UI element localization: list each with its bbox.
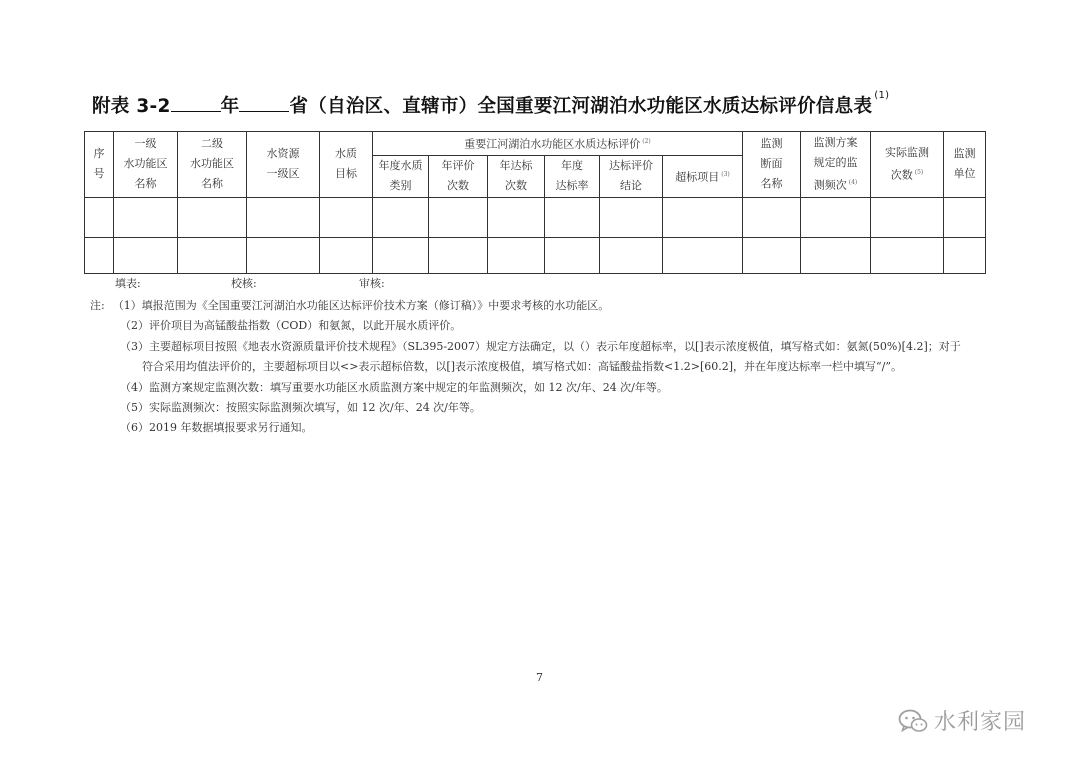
- table-cell[interactable]: [85, 197, 114, 237]
- note-4: （4）监测方案规定监测次数：填写重要水功能区水质监测方案中规定的年监测频次，如 12 次/年、24 次/年等。: [120, 380, 668, 394]
- table-cell[interactable]: [85, 237, 114, 273]
- table-row: [85, 197, 986, 237]
- table-cell[interactable]: [545, 237, 600, 273]
- signature-check-label: 校核:: [231, 277, 257, 290]
- header-level2-zone: 二级 水功能区 名称: [178, 132, 247, 198]
- evaluation-table: [84, 131, 986, 274]
- table-cell[interactable]: [373, 237, 429, 273]
- table-cell[interactable]: [871, 197, 944, 237]
- title-year-label: 年: [220, 96, 240, 117]
- note-3: （3）主要超标项目按照《地表水资源质量评价技术规程》（SL395-2007）规定方法确定，以（）表示年度超标率，以[]表示浓度极值，填写格式如：氨氮(50%)[4.2]；对于: [120, 339, 961, 353]
- note-6: （6）2019 年数据填报要求另行通知。: [120, 421, 313, 435]
- table-cell[interactable]: [743, 197, 801, 237]
- table-cell[interactable]: [247, 197, 320, 237]
- table-cell[interactable]: [373, 197, 429, 237]
- table-cell[interactable]: [488, 197, 545, 237]
- watermark: [898, 705, 1026, 736]
- notes-section: [90, 296, 990, 439]
- note-5: （5）实际监测频次：按照实际监测频次填写，如 12 次/年、24 次/年等。: [120, 401, 481, 415]
- header-conclusion: 达标评价 结论: [600, 155, 663, 197]
- signature-review-label: 审核:: [359, 277, 385, 290]
- note-2: （2）评价项目为高锰酸盐指数（COD）和氨氮，以此开展水质评价。: [120, 319, 462, 333]
- table-cell[interactable]: [178, 237, 247, 273]
- header-exceed-items: 超标项目 $^{(3)}$: [663, 155, 743, 197]
- table-cell[interactable]: [743, 237, 801, 273]
- note-1-text: （1）填报范围为《全国重要江河湖泊水功能区达标评价技术方案（修订稿）》中要求考核的水功能区。: [112, 299, 610, 312]
- header-plan-frequency: 监测方案 规定的监 测频次 $^{(4)}$: [801, 132, 871, 198]
- header-resource-region: 水资源 一级区: [247, 132, 320, 198]
- province-blank[interactable]: [239, 95, 289, 112]
- notes-lead: 注:: [90, 299, 105, 312]
- table-cell[interactable]: [944, 197, 986, 237]
- table-cell[interactable]: [545, 197, 600, 237]
- table-cell[interactable]: [488, 237, 545, 273]
- signature-fill-label: 填表:: [115, 277, 141, 290]
- table-cell[interactable]: [600, 237, 663, 273]
- table-cell[interactable]: [663, 197, 743, 237]
- table-cell[interactable]: [871, 237, 944, 273]
- table-cell[interactable]: [429, 197, 488, 237]
- table-row: [85, 237, 986, 273]
- header-monitoring-unit: 监测 单位: [944, 132, 986, 198]
- table-cell[interactable]: [600, 197, 663, 237]
- title-prefix: 附表 3-2: [92, 96, 171, 117]
- table-cell[interactable]: [114, 237, 178, 273]
- header-evaluation-group: 重要江河湖泊水功能区水质达标评价 $^{(2)}$: [373, 132, 743, 156]
- title-main: 省（自治区、直辖市）全国重要江河湖泊水功能区水质达标评价信息表: [289, 96, 873, 117]
- header-eval-count: 年评价 次数: [429, 155, 488, 197]
- page-title: [92, 92, 889, 118]
- wechat-icon: [898, 708, 928, 734]
- table-cell[interactable]: [114, 197, 178, 237]
- header-annual-class: 年度水质 类别: [373, 155, 429, 197]
- header-level1-zone: 一级 水功能区 名称: [114, 132, 178, 198]
- table-cell[interactable]: [320, 237, 373, 273]
- table-cell[interactable]: [944, 237, 986, 273]
- note-3-continued: 符合采用均值法评价的，主要超标项目以<>表示超标倍数，以[]表示浓度极值，填写格式如：高锰酸盐指数<1.2>[60.2]，并在年度达标率一栏中填写“/”。: [142, 360, 902, 374]
- table-cell[interactable]: [320, 197, 373, 237]
- year-blank[interactable]: [171, 95, 221, 112]
- header-seq: 序 号: [85, 132, 114, 198]
- header-section-name: 监测 断面 名称: [743, 132, 801, 198]
- note-1: [90, 296, 990, 316]
- table-cell[interactable]: [247, 237, 320, 273]
- header-pass-count: 年达标 次数: [488, 155, 545, 197]
- table-cell[interactable]: [663, 237, 743, 273]
- table-cell[interactable]: [178, 197, 247, 237]
- page-number: 7: [536, 671, 543, 684]
- header-quality-target: 水质 目标: [320, 132, 373, 198]
- header-annual-rate: 年度 达标率: [545, 155, 600, 197]
- table-cell[interactable]: [801, 237, 871, 273]
- watermark-text: 水利家园: [934, 710, 1027, 735]
- table-cell[interactable]: [429, 237, 488, 273]
- header-actual-frequency: 实际监测 次数 $^{(5)}$: [871, 132, 944, 198]
- table-cell[interactable]: [801, 197, 871, 237]
- title-note-mark: (1): [874, 90, 890, 101]
